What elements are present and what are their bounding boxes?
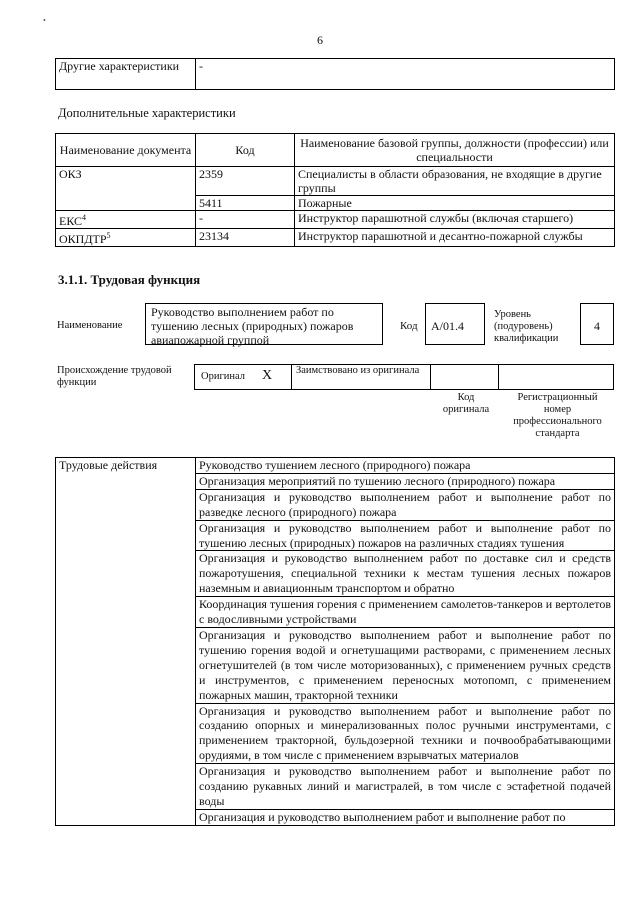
- scan-dot: •: [43, 16, 46, 25]
- group-cell: Инструктор парашютной и десантно-пожарной службы: [295, 229, 615, 247]
- origin-divider: [430, 364, 431, 390]
- doc-cell: ОКПДТР$^5$: [56, 229, 196, 247]
- group-cell: Специалисты в области образования, не входящие в другие группы: [295, 167, 615, 196]
- labor-action-item: Организация и руководство выполнением работ и выполнение работ по созданию опорных и минерализованных полос ручными инструментами, с применением тракторной, бульдозерной техники и почвообрабатывающими орудиями, в том числе с применением взрывчатых материалов: [196, 703, 615, 764]
- table-header-row: [56, 134, 615, 167]
- function-name-value: Руководство выполнением работ по тушению лесных (природных) пожаров авиапожарной группой: [145, 303, 383, 345]
- other-characteristics-label: Другие характеристики: [56, 59, 196, 90]
- qualification-level-value: 4: [580, 303, 614, 345]
- table-row: [56, 458, 615, 474]
- qualification-level-label: Уровень (подуровень) квалификации: [494, 309, 559, 344]
- origin-divider: [498, 364, 499, 390]
- labor-actions-label: Трудовые действия: [56, 458, 196, 826]
- labor-action-item: Координация тушения горения с применением самолетов-танкеров и вертолетов с водосливными устройствами: [196, 597, 615, 628]
- header-code: Код: [196, 134, 295, 167]
- registration-number-caption: Регистрационный номер профессионального стандарта: [513, 392, 602, 439]
- table-row: [56, 211, 615, 229]
- origin-divider: [291, 364, 292, 390]
- doc-cell: ОКЗ: [56, 167, 196, 211]
- labor-action-item: Организация и руководство выполнением работ и выполнение работ по: [196, 809, 615, 825]
- labor-action-item: Руководство тушением лесного (природного) пожара: [196, 458, 615, 474]
- group-cell: Инструктор парашютной службы (включая старшего): [295, 211, 615, 229]
- additional-characteristics-table: [55, 133, 615, 247]
- header-document: Наименование документа: [56, 134, 196, 167]
- header-group: Наименование базовой группы, должности (профессии) или специальности: [295, 134, 615, 167]
- labor-action-item: Организация и руководство выполнением работ и выполнение работ по тушению горения водой и огнетушащими растворами, с применением лесных огнетушителей (в том числе моторизованных), с применением ручных средств и инструментов, с применением переносных мотопомп, с применением пожарных машин, тракторной техники: [196, 627, 615, 703]
- function-code-label: Код: [400, 320, 418, 332]
- labor-action-item: Организация мероприятий по тушению лесного (природного) пожара: [196, 473, 615, 489]
- code-cell: -: [196, 211, 295, 229]
- function-name-label: Наименование: [57, 320, 123, 331]
- labor-action-item: Организация и руководство выполнением работ и выполнение работ по созданию рукавных линий и магистралей, в том числе с эстафетной подачей воды: [196, 764, 615, 810]
- labor-actions-table: [55, 457, 615, 826]
- section-title: 3.1.1. Трудовая функция: [58, 272, 201, 287]
- origin-label: Происхождение трудовой функции: [57, 365, 172, 388]
- doc-cell: ЕКС$^4$: [56, 211, 196, 229]
- function-code-value: A/01.4: [425, 303, 485, 345]
- code-cell: 2359: [196, 167, 295, 196]
- labor-action-item: Организация и руководство выполнением работ по доставке сил и средств пожаротушения, специальной техники к местам тушения лесных пожаров наземным и авиационным транспортом и обратно: [196, 551, 615, 597]
- borrowed-label: Заимствовано из оригинала: [296, 365, 420, 376]
- additional-title: Дополнительные характеристики: [58, 106, 236, 120]
- table-row: [56, 167, 615, 196]
- other-characteristics-value: -: [196, 59, 615, 90]
- table-row: [56, 229, 615, 247]
- original-mark: X: [262, 368, 273, 383]
- page-number: 6: [317, 33, 323, 47]
- code-original-caption: Код оригинала: [442, 392, 490, 415]
- labor-action-item: Организация и руководство выполнением работ и выполнение работ по разведке лесного (природного) пожара: [196, 489, 615, 520]
- other-characteristics-table: [55, 58, 615, 90]
- group-cell: Пожарные: [295, 196, 615, 211]
- original-label: Оригинал: [201, 371, 245, 382]
- labor-action-item: Организация и руководство выполнением работ и выполнение работ по тушению лесных (природных) пожаров на различных стадиях тушения: [196, 520, 615, 551]
- code-cell: 5411: [196, 196, 295, 211]
- code-cell: 23134: [196, 229, 295, 247]
